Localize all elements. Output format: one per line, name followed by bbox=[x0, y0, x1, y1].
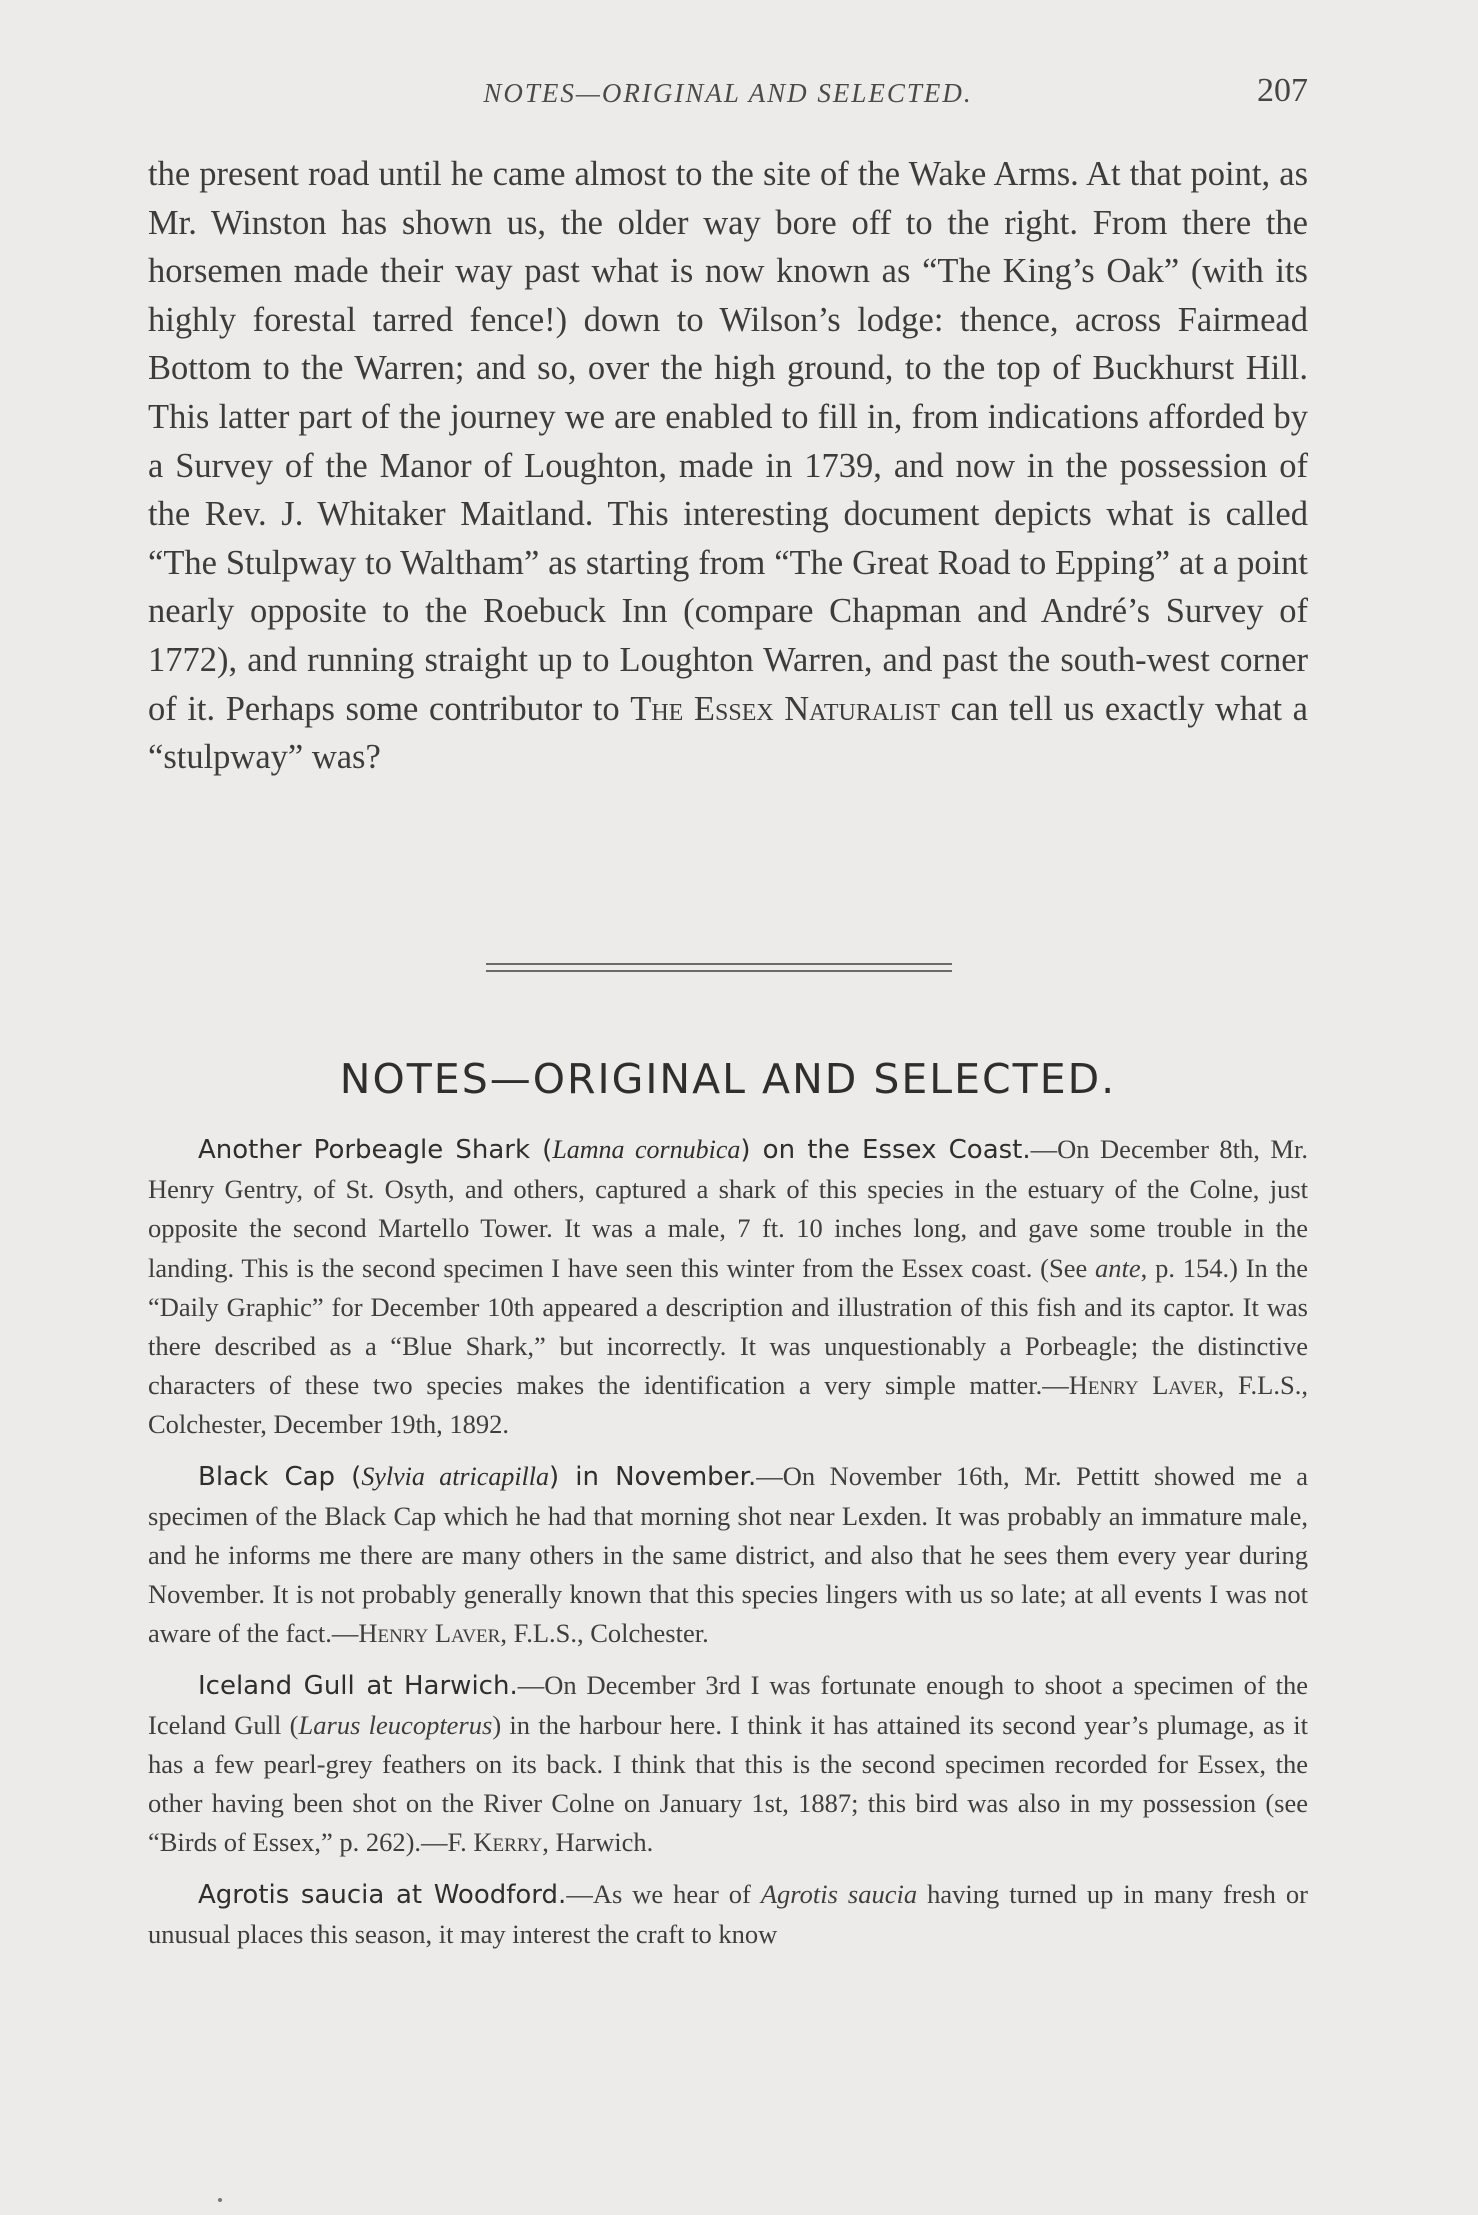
note-text: —On December 3rd I was fortunate enough to shoot a specimen of the Iceland Gull ( bbox=[148, 1669, 1308, 1740]
note-author: Henry Laver bbox=[1068, 1370, 1218, 1401]
note-title: Agrotis saucia at Woodford. bbox=[198, 1879, 567, 1910]
note-text: —As we hear of bbox=[566, 1878, 761, 1909]
notes-list bbox=[148, 1130, 1308, 1966]
note-signature: , Harwich. bbox=[542, 1827, 654, 1858]
note-porbeagle-shark bbox=[148, 1130, 1308, 1445]
note-signature: , F.L.S., Colchester. bbox=[500, 1618, 709, 1649]
running-head bbox=[148, 68, 1308, 112]
latin-name: Lamna cornubica bbox=[552, 1135, 741, 1164]
body-text bbox=[148, 150, 1308, 782]
note-black-cap bbox=[148, 1457, 1308, 1654]
latin-name: Sylvia atricapilla bbox=[361, 1461, 549, 1491]
journal-name: The Essex Naturalist bbox=[630, 689, 940, 728]
page-number: 207 bbox=[1257, 72, 1308, 109]
note-agrotis-saucia bbox=[148, 1875, 1308, 1954]
note-text-cont: ) in the harbour here. I think it has attained its second year’s plumage, as it has a few pearl-grey feathers on its back. I think that this is the second specimen recorded for Essex, the other having been shot on the River Colne on January 1st, 1887; this bird was also in my possession (see “Birds of Essex,” p. 262).—F. bbox=[148, 1709, 1308, 1858]
note-text: —On November 16th, Mr. Pettitt showed me a specimen of the Black Cap which he had that morning shot near Lexden. It was probably an immature male, and he informs me there are many others in the same district, and also that he sees them every year during November. It is not probably generally known that this species lingers with us so late; at all events I was not aware of the fact.— bbox=[148, 1460, 1309, 1649]
latin-name: Agrotis saucia bbox=[760, 1878, 918, 1909]
note-author: Kerry bbox=[473, 1827, 543, 1858]
note-title: Iceland Gull at Harwich. bbox=[198, 1670, 518, 1701]
latin-name: Larus leucopterus bbox=[298, 1709, 493, 1740]
note-text-cont: having turned up in many fresh or unusual places this season, it may interest the craft to know bbox=[148, 1878, 1308, 1949]
note-iceland-gull bbox=[148, 1666, 1308, 1863]
body-paragraph-end: can tell us exactly what a “stulpway” was? bbox=[148, 689, 1308, 777]
note-text-cont: , p. 154.) In the “Daily Graphic” for December 10th appeared a description and illustration of this fish and its captor. It was there described as a “Blue Shark,” but incorrectly. It was unquestionably a Porbeagle; the distinctive characters of these two species makes the identification a very simple matter.— bbox=[148, 1252, 1308, 1401]
section-heading: NOTES—ORIGINAL AND SELECTED. bbox=[339, 1055, 1117, 1103]
note-ante: ante bbox=[1095, 1252, 1141, 1283]
note-author: Henry Laver bbox=[358, 1618, 501, 1649]
print-speck bbox=[218, 2198, 222, 2202]
body-paragraph bbox=[148, 150, 1308, 782]
running-head-title: NOTES—ORIGINAL AND SELECTED. bbox=[483, 78, 973, 108]
note-text: —On December 8th, Mr. Henry Gentry, of St. Osyth, and others, captured a shark of this species in the estuary of the Colne, just opposite the second Martello Tower. It was a male, 7 ft. 10 inches long, and gave some trouble in the landing. This is the second specimen I have seen this winter from the Essex coast. (See bbox=[148, 1134, 1308, 1283]
body-paragraph-text: the present road until he came almost to the site of the Wake Arms. At that point, as Mr. Winston has shown us, the older way bore off to the right. From there the horsemen made their way past what is now known as “The King’s Oak” (with its highly forestal tarred fence!) down to Wilson’s lodge: thence, across Fairmead Bottom to the Warren; and so, over the high ground, to the top of Buckhurst Hill. This latter part of the journey we are enabled to fill in, from indications afforded by a Survey of the Manor of Loughton, made in 1739, and now in the possession of the Rev. J. Whitaker Maitland. This interesting document depicts what is called “The Stulpway to Waltham” as starting from “The Great Road to Epping” at a point nearly opposite to the Roebuck Inn (compare Chapman and André’s Survey of 1772), and running straight up to Loughton Warren, and past the south-west corner of it. Perhaps some contributor to bbox=[148, 155, 1308, 728]
note-title: Another Porbeagle Shark (Lamna cornubica) on the Essex Coast. bbox=[198, 1135, 1031, 1165]
note-title: Black Cap (Sylvia atricapilla) in November. bbox=[198, 1461, 757, 1492]
double-rule-divider bbox=[486, 963, 952, 972]
note-signature: , F.L.S., Colchester, December 19th, 1892. bbox=[148, 1370, 1308, 1440]
